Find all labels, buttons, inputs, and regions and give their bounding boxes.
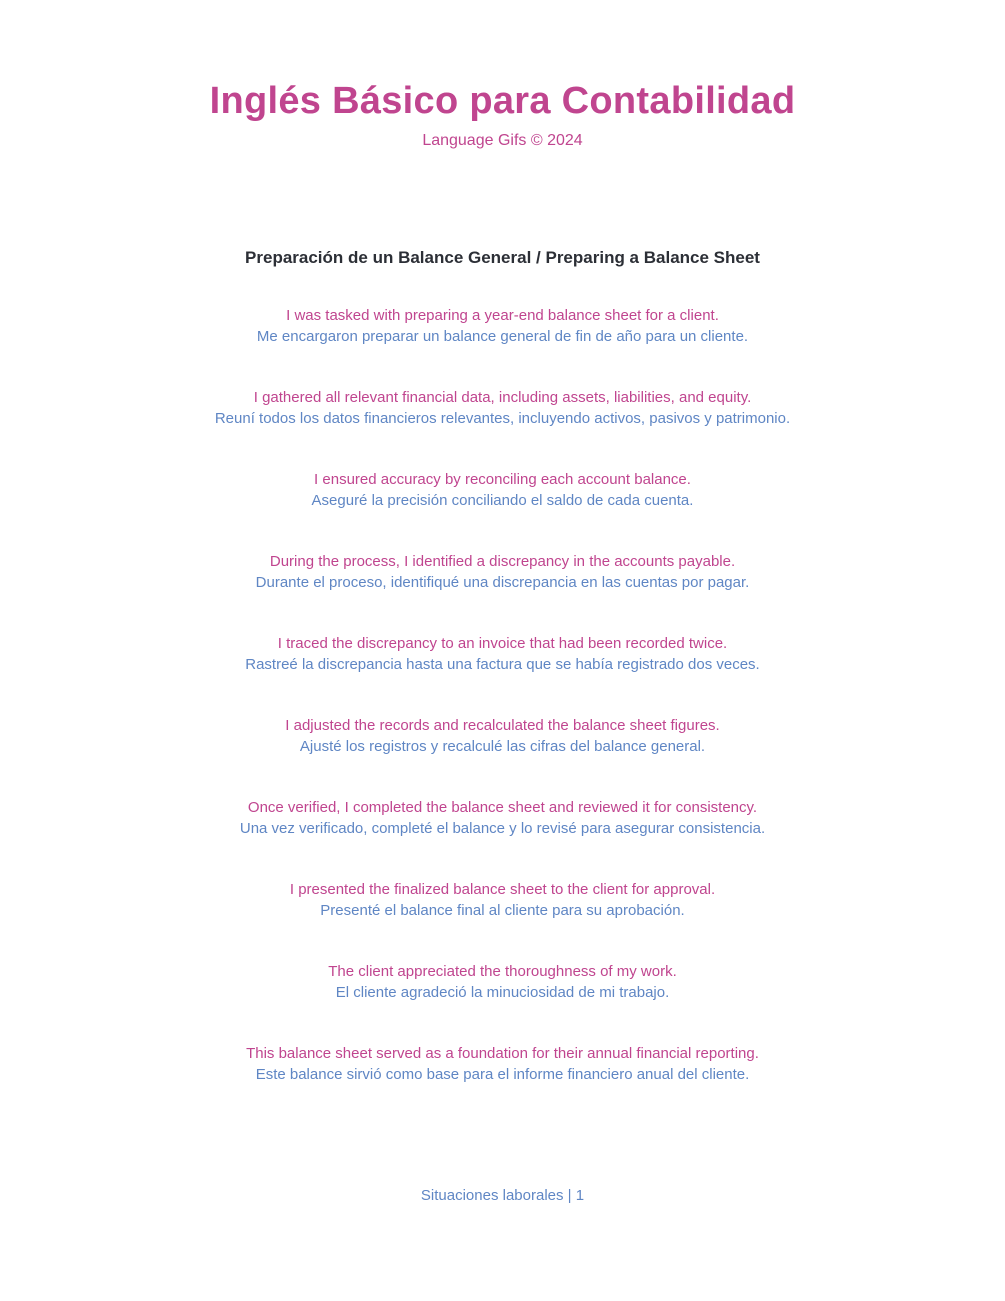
english-sentence: I adjusted the records and recalculated the balance sheet figures.: [285, 717, 720, 734]
english-sentence: Once verified, I completed the balance sheet and reviewed it for consistency.: [247, 799, 758, 816]
spanish-translation: Ajusté los registros y recalculé las cifras del balance general.: [299, 738, 706, 755]
english-sentence: I presented the finalized balance sheet to the client for approval.: [289, 881, 716, 898]
english-sentence: This balance sheet served as a foundation for their annual financial reporting.: [246, 1045, 759, 1062]
spanish-translation: Presenté el balance final al cliente para su aprobación.: [320, 902, 685, 919]
spanish-translation: Durante el proceso, identifiqué una discrepancia en las cuentas por pagar.: [255, 574, 750, 591]
english-sentence: During the process, I identified a discrepancy in the accounts payable.: [269, 553, 736, 570]
spanish-translation: Me encargaron preparar un balance general de fin de año para un cliente.: [256, 328, 749, 345]
spanish-translation: Este balance sirvió como base para el informe financiero anual del cliente.: [255, 1066, 750, 1083]
sentence-pair: [0, 469, 1005, 551]
sentence-pair: [0, 633, 1005, 715]
section-heading: Preparación de un Balance General / Preparing a Balance Sheet: [245, 248, 760, 267]
spanish-translation: El cliente agradeció la minuciosidad de mi trabajo.: [335, 984, 670, 1001]
sentence-pair: [0, 551, 1005, 633]
document-title: Inglés Básico para Contabilidad: [209, 80, 796, 122]
sentence-pair: [0, 387, 1005, 469]
sentence-pair: [0, 715, 1005, 797]
document-subtitle: Language Gifs © 2024: [422, 132, 583, 149]
spanish-translation: Una vez verificado, completé el balance y lo revisé para asegurar consistencia.: [239, 820, 766, 837]
spanish-translation: Aseguré la precisión conciliando el saldo de cada cuenta.: [311, 492, 694, 509]
spanish-translation: Rastreé la discrepancia hasta una factura que se había registrado dos veces.: [245, 656, 760, 673]
sentence-pair-list: [0, 305, 1005, 1125]
english-sentence: The client appreciated the thoroughness of my work.: [328, 963, 677, 980]
english-sentence: I was tasked with preparing a year-end balance sheet for a client.: [286, 307, 719, 324]
sentence-pair: [0, 797, 1005, 879]
sentence-pair: [0, 879, 1005, 961]
english-sentence: I traced the discrepancy to an invoice that had been recorded twice.: [277, 635, 728, 652]
page-footer: Situaciones laborales | 1: [420, 1187, 585, 1204]
english-sentence: I ensured accuracy by reconciling each account balance.: [314, 471, 691, 488]
sentence-pair: [0, 961, 1005, 1043]
english-sentence: I gathered all relevant financial data, including assets, liabilities, and equity.: [253, 389, 752, 406]
spanish-translation: Reuní todos los datos financieros relevantes, incluyendo activos, pasivos y patrimonio.: [214, 410, 791, 427]
sentence-pair: [0, 1043, 1005, 1125]
sentence-pair: [0, 305, 1005, 387]
